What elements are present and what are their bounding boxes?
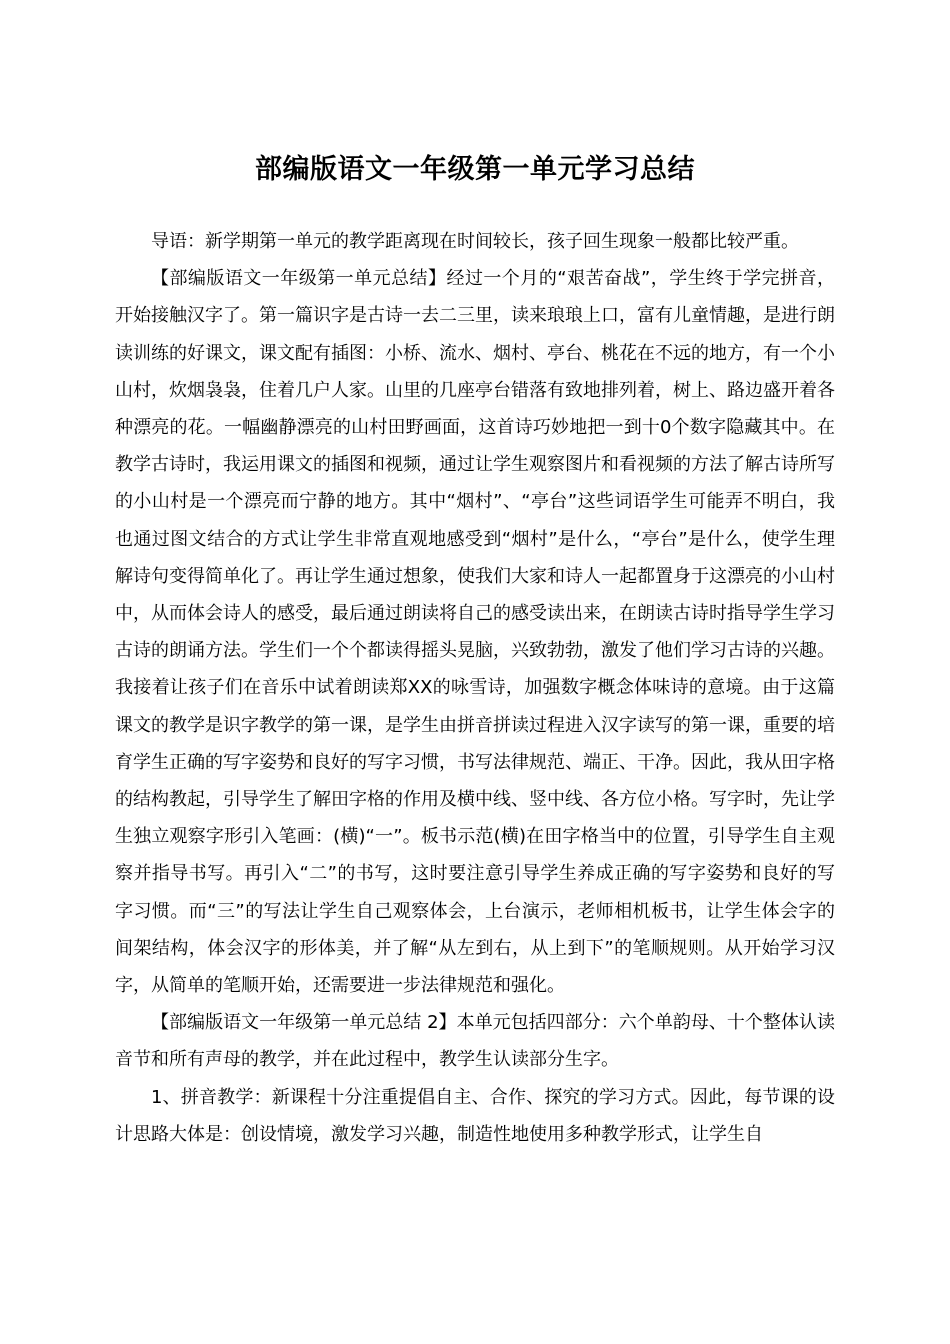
document-title: 部编版语文一年级第一单元学习总结 — [255, 154, 695, 186]
summary-paragraph-2: 【部编版语文一年级第一单元总结 2】本单元包括四部分：六个单韵母、十个整体认读音节和所有声母的教学，并在此过程中，教学生认读部分生字。 — [115, 1012, 835, 1071]
document-body — [115, 223, 835, 1153]
pinyin-teaching-paragraph: 1、拼音教学：新课程十分注重提倡自主、合作、探究的学习方式。因此，每节课的设计思路大体是：创设情境，激发学习兴趣，制造性地使用多种教学形式，让学生自 — [115, 1086, 835, 1145]
summary-paragraph-1: 【部编版语文一年级第一单元总结】经过一个月的“艰苦奋战”，学生终于学完拼音，开始接触汉字了。第一篇识字是古诗一去二三里，读来琅琅上口，富有儿童情趣，是进行朗读训练的好课文，课文配有插图：小桥、流水、烟村、亭台、桃花在不远的地方，有一个小山村，炊烟袅袅，住着几户人家。山里的几座亭台错落有致地排列着，树上、路边盛开着各种漂亮的花。一幅幽静漂亮的山村田野画面，这首诗巧妙地把一到十0个数字隐藏其中。在教学古诗时，我运用课文的插图和视频，通过让学生观察图片和看视频的方法了解古诗所写的小山村是一个漂亮而宁静的地方。其中“烟村”、“亭台”这些词语学生可能弄不明白，我也通过图文结合的方式让学生非常直观地感受到“烟村”是什么，“亭台”是什么，使学生理解诗句变得简单化了。再让学生通过想象，使我们大家和诗人一起都置身于这漂亮的小山村中，从而体会诗人的感受，最后通过朗读将自己的感受读出来，在朗读古诗时指导学生学习古诗的朗诵方法。学生们一个个都读得摇头晃脑，兴致勃勃，激发了他们学习古诗的兴趣。我接着让孩子们在音乐中试着朗读郑XX的咏雪诗，加强数字概念体味诗的意境。由于这篇课文的教学是识字教学的第一课，是学生由拼音拼读过程进入汉字读写的第一课，重要的培育学生正确的写字姿势和良好的写字习惯，书写法律规范、端正、干净。因此，我从田字格的结构教起，引导学生了解田字格的作用及横中线、竖中线、各方位小格。写字时，先让学生独立观察字形引入笔画：(横)“一”。板书示范(横)在田字格当中的位置，引导学生自主观察并指导书写。再引入“二”的书写，这时要注意引导学生养成正确的写字姿势和良好的写字习惯。而“三”的写法让学生自己观察体会，上台演示，老师相机板书，让学生体会字的间架结构，体会汉字的形体美，并了解“从左到右，从上到下”的笔顺规则。从开始学习汉字，从简单的笔顺开始，还需要进一步法律规范和强化。 — [115, 268, 835, 997]
intro-paragraph: 导语：新学期第一单元的教学距离现在时间较长，孩子回生现象一般都比较严重。 — [151, 231, 799, 252]
